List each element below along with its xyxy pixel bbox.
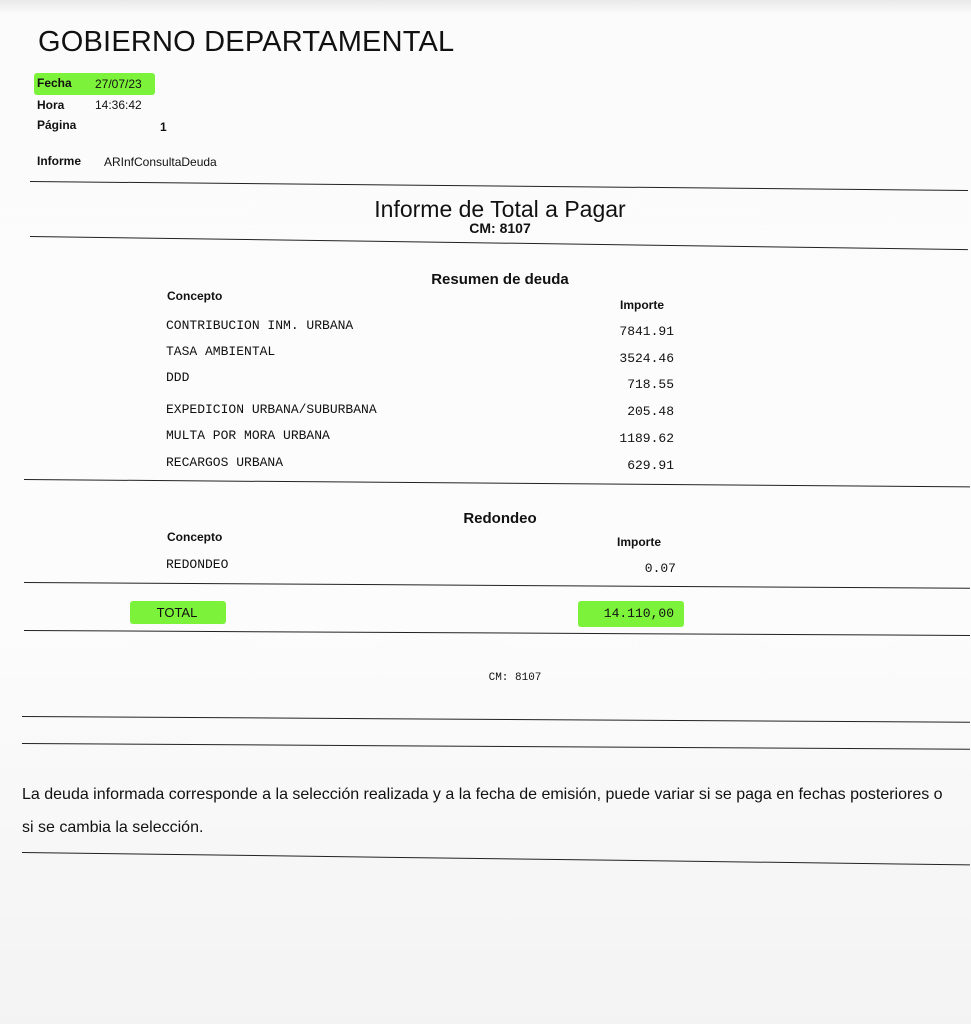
informe-label: Informe <box>37 154 82 168</box>
table-row-importe: 205.48 <box>627 404 674 419</box>
report-cm: CM: 8107 <box>469 220 531 236</box>
column-header-importe: Importe <box>617 535 662 549</box>
table-row-concepto: RECARGOS URBANA <box>166 455 284 470</box>
section-heading-redondeo: Redondeo <box>463 510 537 527</box>
divider <box>22 716 970 723</box>
pagina-label: Página <box>37 118 77 132</box>
table-row-importe: 629.91 <box>627 458 674 473</box>
pagina-value: 1 <box>160 120 167 134</box>
table-row-importe: 0.07 <box>644 561 676 576</box>
fecha-label: Fecha <box>37 76 72 90</box>
column-header-concepto: Concepto <box>167 289 223 303</box>
document-title: GOBIERNO DEPARTAMENTAL <box>38 26 455 58</box>
table-row-importe: 1189.62 <box>619 431 674 446</box>
fecha-value: 27/07/23 <box>95 77 142 91</box>
disclaimer-text: La deuda informada corresponde a la selección realizada y a la fecha de emisión, puede variar si se paga en fechas posteriores o si se cambia la selección. <box>22 786 943 836</box>
total-label: TOTAL <box>156 605 198 620</box>
table-row-importe: 3524.46 <box>619 351 674 366</box>
table-row-concepto: EXPEDICION URBANA/SUBURBANA <box>166 402 377 417</box>
divider <box>30 236 968 250</box>
footer-cm: CM: 8107 <box>488 672 542 684</box>
hora-value: 14:36:42 <box>95 98 142 112</box>
divider <box>24 630 970 636</box>
hora-label: Hora <box>37 98 65 112</box>
divider <box>22 852 970 865</box>
divider <box>30 181 968 191</box>
divider <box>22 743 970 750</box>
table-row-concepto: REDONDEO <box>166 557 229 572</box>
informe-value: ARInfConsultaDeuda <box>104 155 217 169</box>
divider <box>24 582 970 589</box>
table-row-concepto: MULTA POR MORA URBANA <box>166 428 330 443</box>
total-value: 14.110,00 <box>603 606 674 621</box>
table-row-concepto: DDD <box>166 370 190 385</box>
table-row-concepto: CONTRIBUCION INM. URBANA <box>166 318 354 333</box>
column-header-concepto: Concepto <box>167 530 223 544</box>
table-row-importe: 7841.91 <box>619 324 674 339</box>
table-row-concepto: TASA AMBIENTAL <box>166 344 276 359</box>
divider <box>24 479 970 487</box>
table-row-importe: 718.55 <box>627 377 674 392</box>
section-heading-resumen: Resumen de deuda <box>431 271 569 288</box>
report-title: Informe de Total a Pagar <box>374 196 626 222</box>
column-header-importe: Importe <box>620 298 665 312</box>
